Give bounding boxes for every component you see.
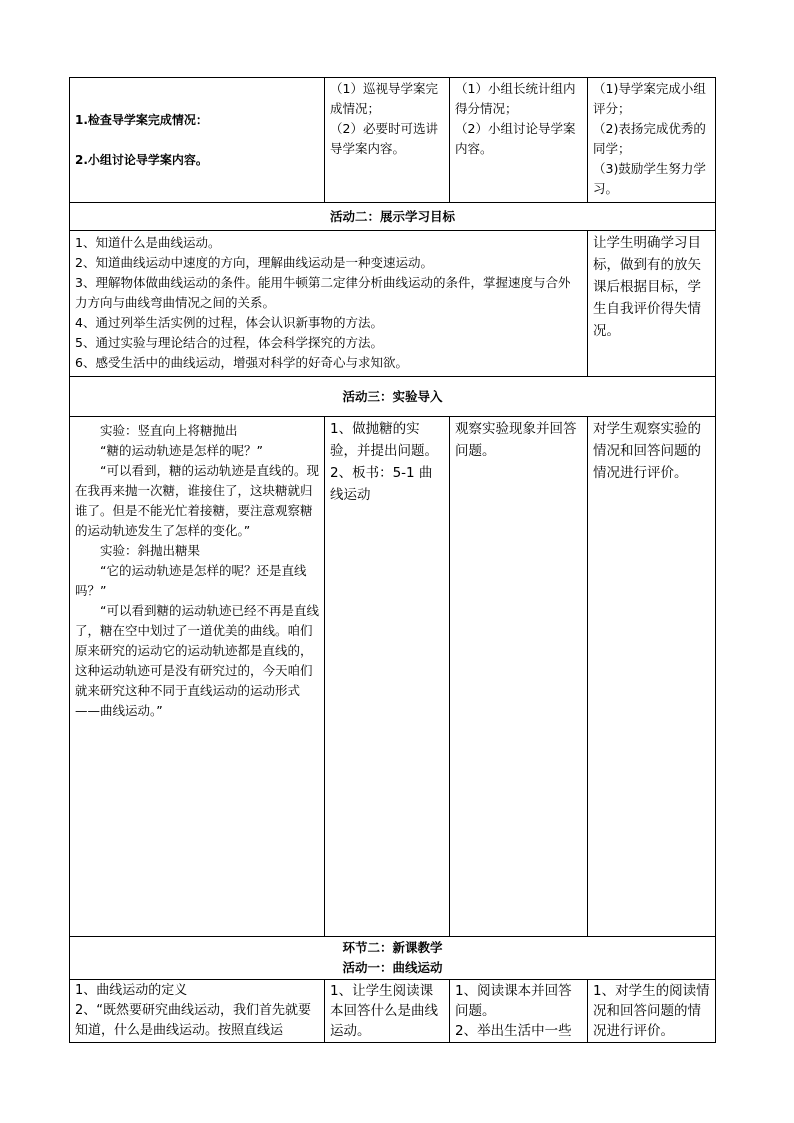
activity-header: 活动二：展示学习目标 <box>70 203 716 231</box>
teacher-activity-cell <box>325 417 450 937</box>
table-row <box>70 417 716 937</box>
design-intent-cell: 让学生明确学习目标，做到有的放矢课后根据目标，学生自我评价得失情况。 <box>588 231 716 377</box>
teacher-item: （1）巡视导学案完成情况； <box>330 81 438 116</box>
teacher-item: （2）必要时可选讲导学案内容。 <box>330 121 438 156</box>
activity-subtitle: 活动一：曲线运动 <box>342 960 443 975</box>
goal-item: 3、理解物体做曲线运动的条件。能用牛顿第二定律分析曲线运动的条件，掌握速度与合外力方向与曲线弯曲情况之间的关系。 <box>75 275 571 310</box>
table-row <box>70 980 716 1043</box>
goals-cell <box>70 231 588 377</box>
intent-item: （1)导学案完成小组评分； <box>593 81 706 116</box>
goal-item: 6、感受生活中的曲线运动，增强对科学的好奇心与求知欲。 <box>75 355 408 370</box>
teacher-activity-cell: 1、让学生阅读课本回答什么是曲线运动。 <box>325 980 450 1043</box>
table-row <box>70 78 716 203</box>
student-item: 1、阅读课本并回答问题。 <box>455 983 572 1019</box>
student-activity-cell: 观察实验现象并回答问题。 <box>450 417 588 937</box>
student-activity-cell <box>450 980 588 1043</box>
table-row <box>70 937 716 980</box>
lesson-plan-table <box>69 77 716 1043</box>
goal-item: 5、通过实验与理论结合的过程，体会科学探究的方法。 <box>75 335 383 350</box>
teacher-item: 1、做抛糖的实验，并提出问题。 <box>330 421 438 459</box>
experiment-label: 实验：斜抛出糖果 <box>100 543 201 558</box>
group-discuss-task: 2.小组讨论导学案内容。 <box>75 153 208 167</box>
student-item: （2）小组讨论导学案内容。 <box>455 121 576 156</box>
content-item: 2、“既然要研究曲线运动，我们首先就要知道，什么是曲线运动。按照直线运 <box>75 1003 312 1038</box>
intent-item: （2)表扬完成优秀的同学； <box>593 121 706 156</box>
activity-header: 活动三：实验导入 <box>70 377 716 417</box>
table-row <box>70 231 716 377</box>
design-intent-cell: 对学生观察实验的情况和回答问题的情况进行评价。 <box>588 417 716 937</box>
content-cell <box>70 78 325 203</box>
design-intent-cell <box>588 78 716 203</box>
goal-item: 1、知道什么是曲线运动。 <box>75 235 221 250</box>
section-header-cell <box>70 937 716 980</box>
check-task: 1.检查导学案完成情况： <box>75 113 208 127</box>
content-item: 1、曲线运动的定义 <box>75 983 188 998</box>
goal-item: 2、知道曲线运动中速度的方向，理解曲线运动是一种变速运动。 <box>75 255 433 270</box>
goal-item: 4、通过列举生活实例的过程，体会认识新事物的方法。 <box>75 315 383 330</box>
content-cell <box>70 980 325 1043</box>
intent-item: （3)鼓励学生努力学习。 <box>593 161 706 196</box>
student-activity-cell <box>450 78 588 203</box>
content-cell <box>70 417 325 937</box>
table-row <box>70 377 716 417</box>
dialogue-line: “糖的运动轨迹是怎样的呢？” <box>100 443 263 458</box>
experiment-label: 实验：竖直向上将糖抛出 <box>100 423 238 438</box>
table-row <box>70 203 716 231</box>
teacher-item: 2、板书：5-1 曲线运动 <box>330 465 433 503</box>
spacer-line <box>75 130 319 150</box>
dialogue-line: “可以看到，糖的运动轨迹是直线的。现在我再来抛一次糖，谁接住了，这块糖就归谁了。但是不能光忙着接糖，要注意观察糖的运动轨迹发生了怎样的变化。” <box>75 463 319 538</box>
student-item: 2、举出生活中一些 <box>455 1023 572 1039</box>
teacher-activity-cell <box>325 78 450 203</box>
design-intent-cell: 1、对学生的阅读情况和回答问题的情况进行评价。 <box>588 980 716 1043</box>
student-item: （1）小组长统计组内得分情况； <box>455 81 576 116</box>
dialogue-line: “它的运动轨迹是怎样的呢？还是直线吗？” <box>75 563 307 598</box>
section-title: 环节二：新课教学 <box>342 940 443 955</box>
dialogue-line: “可以看到糖的运动轨迹已经不再是直线了，糖在空中划过了一道优美的曲线。咱们原来研究的运动它的运动轨迹都是直线的，这种运动轨迹可是没有研究过的，今天咱们就来研究这种不同于直线运动的运动形式——曲线运动。” <box>75 603 319 718</box>
